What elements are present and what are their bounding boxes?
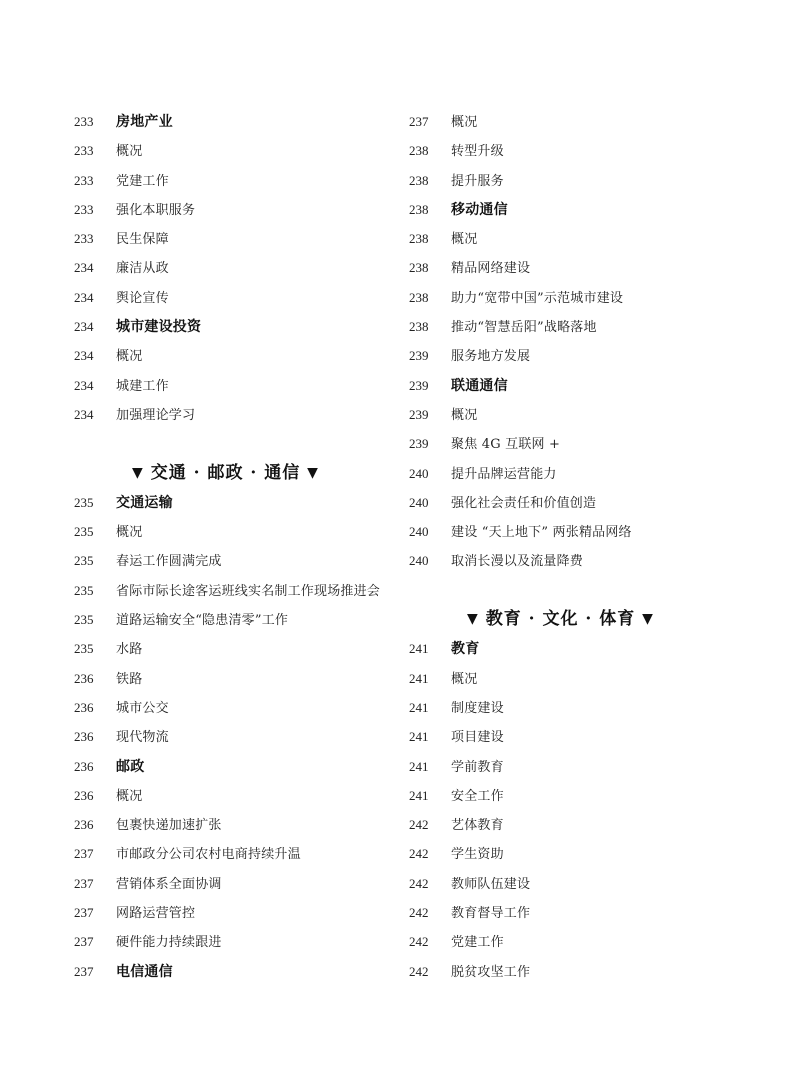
entry-text: 精品网络建设 xyxy=(451,261,531,277)
toc-entry xyxy=(409,664,729,693)
toc-entry xyxy=(409,693,729,722)
triangle-down-icon: ▼ xyxy=(307,464,319,481)
entry-text: 省际市际长途客运班线实名制工作现场推进会 xyxy=(116,583,381,599)
entry-text: 概况 xyxy=(451,671,478,687)
toc-entry xyxy=(74,839,394,868)
page-number: 233 xyxy=(74,114,94,129)
entry-text: 提升品牌运营能力 xyxy=(451,466,557,482)
entry-text: 营销体系全面协调 xyxy=(116,876,222,892)
entry-text: 民生保障 xyxy=(116,232,169,248)
toc-entry xyxy=(409,312,729,341)
page-number: 235 xyxy=(74,553,94,569)
toc-heading-entry xyxy=(409,371,729,400)
section-title-transport xyxy=(74,459,394,488)
page-number: 241 xyxy=(409,641,429,657)
page-number: 235 xyxy=(74,612,94,628)
toc-entry xyxy=(409,400,729,429)
page-number: 239 xyxy=(409,436,429,452)
page-number: 241 xyxy=(409,670,429,686)
page-number: 237 xyxy=(74,963,94,979)
toc-entry xyxy=(74,546,394,575)
toc-entry xyxy=(409,839,729,868)
toc-entry xyxy=(409,957,729,986)
toc-entry xyxy=(74,166,394,195)
toc-entry xyxy=(74,664,394,693)
entry-text: 现代物流 xyxy=(116,730,169,746)
entry-text: 强化本职服务 xyxy=(116,202,196,218)
entry-text: 概况 xyxy=(116,525,143,541)
toc-entry xyxy=(74,283,394,312)
toc-heading-entry xyxy=(74,107,394,136)
entry-text: 概况 xyxy=(451,115,478,130)
page-number: 233 xyxy=(74,201,94,217)
toc-entry xyxy=(74,781,394,810)
page-number: 233 xyxy=(74,172,94,188)
section-title-education xyxy=(409,605,729,634)
page-number: 242 xyxy=(409,846,429,862)
entry-text: 制度建设 xyxy=(451,700,504,716)
page-number: 241 xyxy=(409,699,429,715)
toc-entry xyxy=(409,546,729,575)
page-number: 237 xyxy=(74,905,94,921)
toc-group xyxy=(74,107,394,429)
toc-heading-entry xyxy=(74,752,394,781)
page-number: 240 xyxy=(409,553,429,569)
page-number: 240 xyxy=(409,465,429,481)
page-number: 238 xyxy=(409,201,429,217)
entry-heading-text: 交通运输 xyxy=(116,494,173,511)
toc-heading-entry xyxy=(409,195,729,224)
toc-entry xyxy=(74,341,394,370)
page-number: 238 xyxy=(409,319,429,335)
page-number: 234 xyxy=(74,289,94,305)
toc-heading-entry xyxy=(74,957,394,986)
entry-text: 项目建设 xyxy=(451,730,504,746)
page-number: 236 xyxy=(74,787,94,803)
page-number: 236 xyxy=(74,758,94,774)
entry-text: 廉洁从政 xyxy=(116,261,169,277)
toc-entry xyxy=(74,927,394,956)
entry-heading-text: 邮政 xyxy=(116,758,145,775)
page-number: 239 xyxy=(409,406,429,422)
toc-entry xyxy=(409,722,729,751)
page-number: 242 xyxy=(409,817,429,833)
toc-right-column xyxy=(409,107,729,986)
page-number: 234 xyxy=(74,319,94,335)
page-number: 233 xyxy=(74,143,94,159)
page-number: 240 xyxy=(409,494,429,510)
page-number: 236 xyxy=(74,699,94,715)
entry-text: 市邮政分公司农村电商持续升温 xyxy=(116,847,301,863)
toc-entry xyxy=(409,107,729,136)
entry-text: 道路运输安全“隐患清零”工作 xyxy=(116,613,289,629)
page-number: 237 xyxy=(74,934,94,950)
toc-entry xyxy=(409,224,729,253)
triangle-down-icon: ▼ xyxy=(467,611,479,628)
page-number: 242 xyxy=(409,963,429,979)
entry-text: 建设 “天上地下” 两张精品网络 xyxy=(451,525,632,541)
toc-heading-entry xyxy=(74,312,394,341)
page-number: 237 xyxy=(409,114,429,129)
toc-entry xyxy=(409,459,729,488)
toc-entry xyxy=(409,166,729,195)
entry-text: 党建工作 xyxy=(116,173,169,189)
page-number: 238 xyxy=(409,289,429,305)
toc-entry xyxy=(409,869,729,898)
toc-entry xyxy=(74,517,394,546)
toc-entry xyxy=(409,253,729,282)
page-number: 235 xyxy=(74,524,94,540)
entry-heading-text: 电信通信 xyxy=(116,963,173,980)
entry-text: 助力“宽带中国”示范城市建设 xyxy=(451,290,624,306)
toc-group xyxy=(409,634,729,986)
page-number: 235 xyxy=(74,494,94,510)
entry-text: 教师队伍建设 xyxy=(451,876,531,892)
toc-entry xyxy=(409,752,729,781)
entry-heading-text: 城市建设投资 xyxy=(116,319,202,336)
entry-text: 学前教育 xyxy=(451,759,504,775)
page-number: 241 xyxy=(409,787,429,803)
page-number: 238 xyxy=(409,143,429,159)
entry-text: 推动“智慧岳阳”战略落地 xyxy=(451,320,597,336)
entry-text: 概况 xyxy=(451,407,478,423)
toc-entry xyxy=(74,605,394,634)
toc-entry xyxy=(409,136,729,165)
entry-text: 党建工作 xyxy=(451,935,504,951)
toc-entry xyxy=(409,898,729,927)
page-number: 238 xyxy=(409,260,429,276)
entry-heading-text: 移动通信 xyxy=(451,201,508,218)
toc-entry xyxy=(409,810,729,839)
toc-entry xyxy=(74,634,394,663)
toc-entry xyxy=(409,429,729,458)
page-number: 238 xyxy=(409,172,429,188)
entry-text: 舆论宣传 xyxy=(116,290,169,306)
page-number: 234 xyxy=(74,406,94,422)
entry-text: 硬件能力持续跟进 xyxy=(116,935,222,951)
toc-entry xyxy=(409,341,729,370)
entry-text: 聚焦 4G 互联网 + xyxy=(451,437,561,453)
entry-text: 取消长漫以及流量降费 xyxy=(451,554,584,570)
entry-text: 城市公交 xyxy=(116,700,169,716)
page-number: 241 xyxy=(409,729,429,745)
section-title-text: 交通 · 邮政 · 通信 xyxy=(150,462,301,483)
toc-entry xyxy=(409,283,729,312)
toc-left-column xyxy=(74,107,394,986)
page-number: 239 xyxy=(409,348,429,364)
page-number: 234 xyxy=(74,377,94,393)
page-number: 237 xyxy=(74,846,94,862)
toc-entry xyxy=(74,869,394,898)
toc-entry xyxy=(409,781,729,810)
entry-text: 安全工作 xyxy=(451,788,504,804)
page-number: 242 xyxy=(409,934,429,950)
page-number: 237 xyxy=(74,875,94,891)
toc-entry xyxy=(409,517,729,546)
triangle-down-icon: ▼ xyxy=(132,464,144,481)
toc-entry xyxy=(74,898,394,927)
triangle-down-icon: ▼ xyxy=(642,611,654,628)
entry-heading-text: 教育 xyxy=(451,641,480,658)
entry-text: 城建工作 xyxy=(116,378,169,394)
page-number: 239 xyxy=(409,377,429,393)
entry-heading-text: 联通通信 xyxy=(451,377,508,394)
toc-entry xyxy=(74,136,394,165)
toc-group xyxy=(409,107,729,576)
page-number: 233 xyxy=(74,231,94,247)
toc-entry xyxy=(409,488,729,517)
toc-heading-entry xyxy=(409,634,729,663)
page-number: 238 xyxy=(409,231,429,247)
entry-text: 服务地方发展 xyxy=(451,349,531,365)
entry-text: 强化社会责任和价值创造 xyxy=(451,495,597,511)
toc-entry xyxy=(74,810,394,839)
page-number: 234 xyxy=(74,260,94,276)
entry-text: 艺体教育 xyxy=(451,818,504,834)
entry-text: 学生资助 xyxy=(451,847,504,863)
toc-entry xyxy=(74,400,394,429)
page-number: 242 xyxy=(409,905,429,921)
page-number: 242 xyxy=(409,875,429,891)
page-number: 235 xyxy=(74,582,94,598)
entry-text: 网路运营管控 xyxy=(116,906,196,922)
entry-text: 铁路 xyxy=(116,671,143,687)
page-number: 234 xyxy=(74,348,94,364)
toc-group xyxy=(74,488,394,986)
toc-heading-entry xyxy=(74,488,394,517)
toc-entry xyxy=(74,253,394,282)
entry-heading-text: 房地产业 xyxy=(116,114,173,130)
toc-entry xyxy=(409,927,729,956)
toc-entry xyxy=(74,722,394,751)
entry-text: 教育督导工作 xyxy=(451,906,531,922)
page-number: 236 xyxy=(74,817,94,833)
entry-text: 概况 xyxy=(451,232,478,248)
entry-text: 概况 xyxy=(116,349,143,365)
page-number: 240 xyxy=(409,524,429,540)
toc-entry xyxy=(74,693,394,722)
page-number: 236 xyxy=(74,729,94,745)
entry-text: 加强理论学习 xyxy=(116,407,196,423)
page-number: 235 xyxy=(74,641,94,657)
entry-text: 脱贫攻坚工作 xyxy=(451,964,531,980)
toc-entry xyxy=(74,371,394,400)
entry-text: 春运工作圆满完成 xyxy=(116,554,222,570)
entry-text: 概况 xyxy=(116,788,143,804)
entry-text: 提升服务 xyxy=(451,173,504,189)
page-number: 236 xyxy=(74,670,94,686)
entry-text: 包裹快递加速扩张 xyxy=(116,818,222,834)
entry-text: 水路 xyxy=(116,642,143,658)
toc-entry xyxy=(74,195,394,224)
entry-text: 概况 xyxy=(116,144,143,160)
toc-entry xyxy=(74,576,394,605)
entry-text: 转型升级 xyxy=(451,144,504,160)
section-title-text: 教育 · 文化 · 体育 xyxy=(485,609,636,630)
page-number: 241 xyxy=(409,758,429,774)
toc-entry xyxy=(74,224,394,253)
